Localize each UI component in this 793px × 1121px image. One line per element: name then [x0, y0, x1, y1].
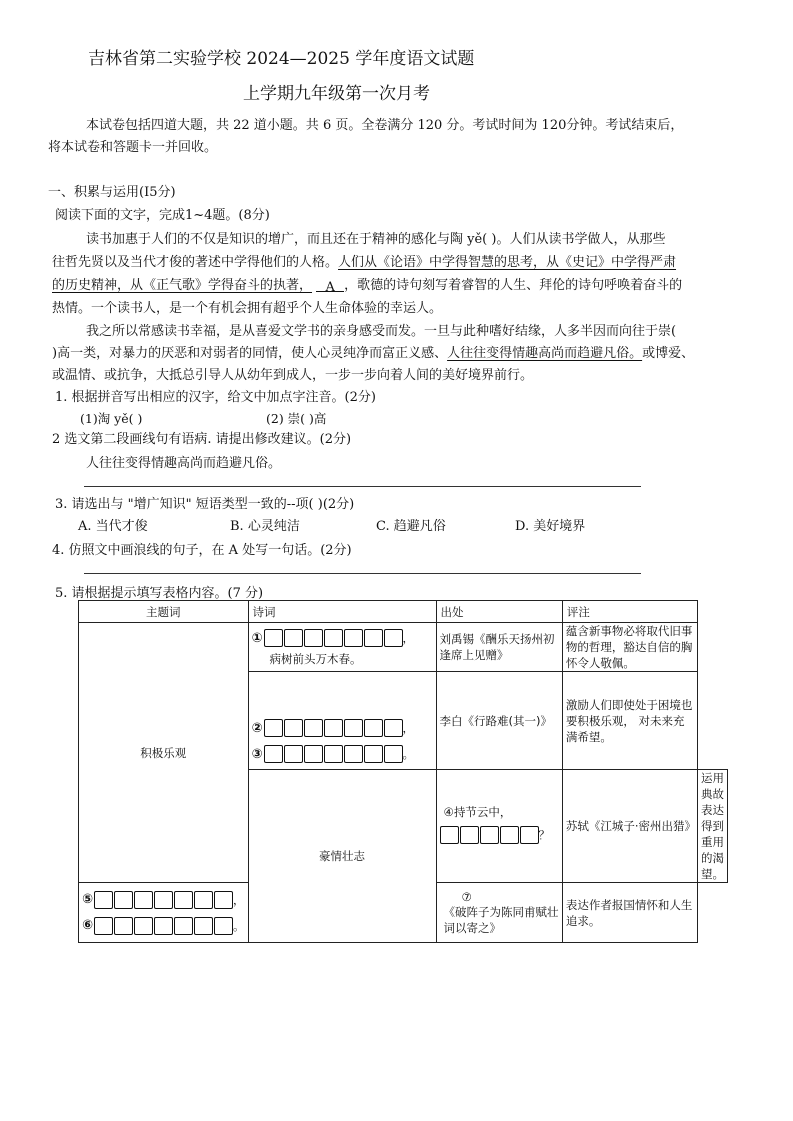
answer-boxes-1[interactable]	[264, 629, 403, 647]
header-comment: 评注	[562, 601, 697, 623]
question-1-part2[interactable]: (2) 崇( )高	[266, 411, 327, 426]
answer-boxes-5[interactable]	[94, 891, 233, 909]
source-cell-5	[436, 883, 562, 943]
table-header-row	[79, 601, 728, 623]
answer-boxes-2[interactable]	[264, 719, 403, 737]
intro-line2: 将本试卷和答题卡一并回收。	[48, 140, 218, 155]
passage-p1-line3	[52, 275, 682, 297]
question-2-sentence: 人往往变得情趣高尚而趋避凡俗。	[86, 456, 282, 471]
section1-title: 一、积累与运用(I5分)	[48, 185, 176, 200]
poem-cell-4	[436, 770, 562, 883]
passage-p1-line4: 热情。一个读书人，是一个有机会拥有超乎个人生命体验的幸运人。	[52, 301, 443, 316]
punct: ？	[538, 828, 551, 842]
header-source: 出处	[436, 601, 562, 623]
passage-p1-line1: 读书加惠于人们的不仅是知识的增广，而且还在于精神的感化与陶 yě( )。人们从读书学做人，从那些	[86, 232, 666, 247]
underlined-sentence: 人往往变得情趣高尚而趋避凡俗。	[447, 346, 643, 361]
answer-boxes-3[interactable]	[264, 745, 403, 763]
comment-cell-5: 表达作者报国情怀和人生追求。	[562, 883, 697, 943]
question-5: 5. 请根据提示填写表格内容。(7 分)	[55, 586, 264, 601]
option-a[interactable]: A. 当代才俊	[78, 519, 148, 534]
passage-text: ，歌德的诗句刻写着睿智的人生、拜伦的诗句呼唤着奋斗的	[344, 278, 683, 293]
passage-p1-line2	[52, 252, 676, 274]
poem-cell-5	[79, 883, 249, 943]
option-d[interactable]: D. 美好境界	[515, 519, 586, 534]
punct: ，	[402, 631, 415, 645]
source-cell-2: 李白《行路难(其一)》	[436, 672, 562, 770]
question-2: 2 选文第二段画线句有语病. 请提出修改建议。(2分)	[52, 432, 352, 447]
punct: 。	[233, 918, 245, 933]
poem-cell-1	[248, 623, 436, 672]
poem-cell-2	[248, 672, 436, 770]
answer-boxes-6[interactable]	[94, 917, 233, 935]
mark-7[interactable]: ⑦	[461, 889, 472, 904]
wavy-underlined-sentence: 人们从《论语》中学得智慧的思考，从《史记》中学得严肃	[338, 255, 677, 270]
answer-boxes-4[interactable]	[440, 826, 539, 844]
source-cell-4: 苏轼《江城子·密州出猎》	[562, 770, 697, 883]
exam-title-line2: 上学期九年级第一次月考	[243, 84, 430, 104]
mark-5: ⑤	[82, 892, 94, 907]
option-b[interactable]: B. 心灵纯洁	[230, 519, 300, 534]
poem-line: ④持节云中，	[443, 805, 512, 819]
exam-title-line1: 吉林省第二实验学校 2024—2025 学年度语文试题	[88, 49, 475, 69]
theme-positive: 积极乐观	[79, 623, 249, 883]
mark-6: ⑥	[82, 918, 94, 933]
mark-2: ②	[251, 720, 263, 736]
passage-text: )高一类，对暴力的厌恶和对弱者的同情，使人心灵纯净而富正义感、	[52, 346, 448, 361]
source-text: 《破阵子为陈同甫赋壮词以寄之》	[443, 904, 559, 935]
passage-text: 或博爱、	[642, 346, 695, 361]
poem-line: 病树前头万木春。	[269, 652, 362, 666]
passage-p2-line3: 或温情、或抗争，大抵总引导人从幼年到成人，一步一步向着人间的美好境界前行。	[52, 368, 534, 383]
passage-text: 往哲先贤以及当代才俊的著述中学得他们的人格。	[52, 255, 339, 270]
question-1: 1. 根据拼音写出相应的汉字，给文中加点字注音。(2分)	[55, 390, 376, 405]
question-4: 4. 仿照文中画浪线的句子，在 A 处写一句话。(2分)	[52, 543, 352, 558]
answer-line-q2[interactable]	[84, 486, 641, 487]
punct: 。	[402, 747, 415, 761]
blank-a[interactable]: A	[316, 277, 344, 292]
passage-p2-line2	[52, 343, 694, 365]
passage-p2-line1: 我之所以常感读书幸福，是从喜爱文学书的亲身感受而发。一旦与此种嗜好结缘，人多半因而向往于崇(	[86, 324, 677, 339]
comment-cell-2: 激励人们即使处于困境也要积极乐观， 对未来充满希望。	[562, 672, 697, 770]
source-cell-1: 刘禹锡《酬乐天扬州初逢席上见赠》	[436, 623, 562, 672]
theme-ambition: 豪情壮志	[248, 770, 436, 943]
header-poem: 诗词	[248, 601, 436, 623]
answer-line-q4[interactable]	[84, 573, 641, 574]
punct: ，	[233, 892, 245, 907]
header-theme: 主题词	[79, 601, 249, 623]
table-row	[79, 623, 728, 672]
poetry-table	[78, 600, 728, 943]
section1-instruction: 阅读下面的文字，完成1~4题。(8分)	[55, 208, 270, 223]
punct: ，	[402, 721, 415, 735]
wavy-underlined-sentence-end: 的历史精神，从《正气歌》学得奋斗的执著，	[52, 278, 313, 293]
comment-cell-4: 运用典故表达得到重用的渴望。	[698, 770, 728, 883]
comment-cell-1: 蕴含新事物必将取代旧事物的哲理，豁达自信的胸怀令人敬佩。	[562, 623, 697, 672]
option-c[interactable]: C. 趋避凡俗	[376, 519, 446, 534]
intro-line1: 本试卷包括四道大题，共 22 道小题。共 6 页。全卷满分 120 分。考试时间为 120分钟。考试结束后，	[86, 118, 684, 133]
question-3: 3. 请选出与 "增广知识" 短语类型一致的--项( )(2分)	[55, 497, 355, 512]
question-1-part1[interactable]: (1)淘 yě( )	[80, 411, 143, 426]
mark-3: ③	[251, 746, 263, 762]
mark-1: ①	[251, 630, 263, 646]
